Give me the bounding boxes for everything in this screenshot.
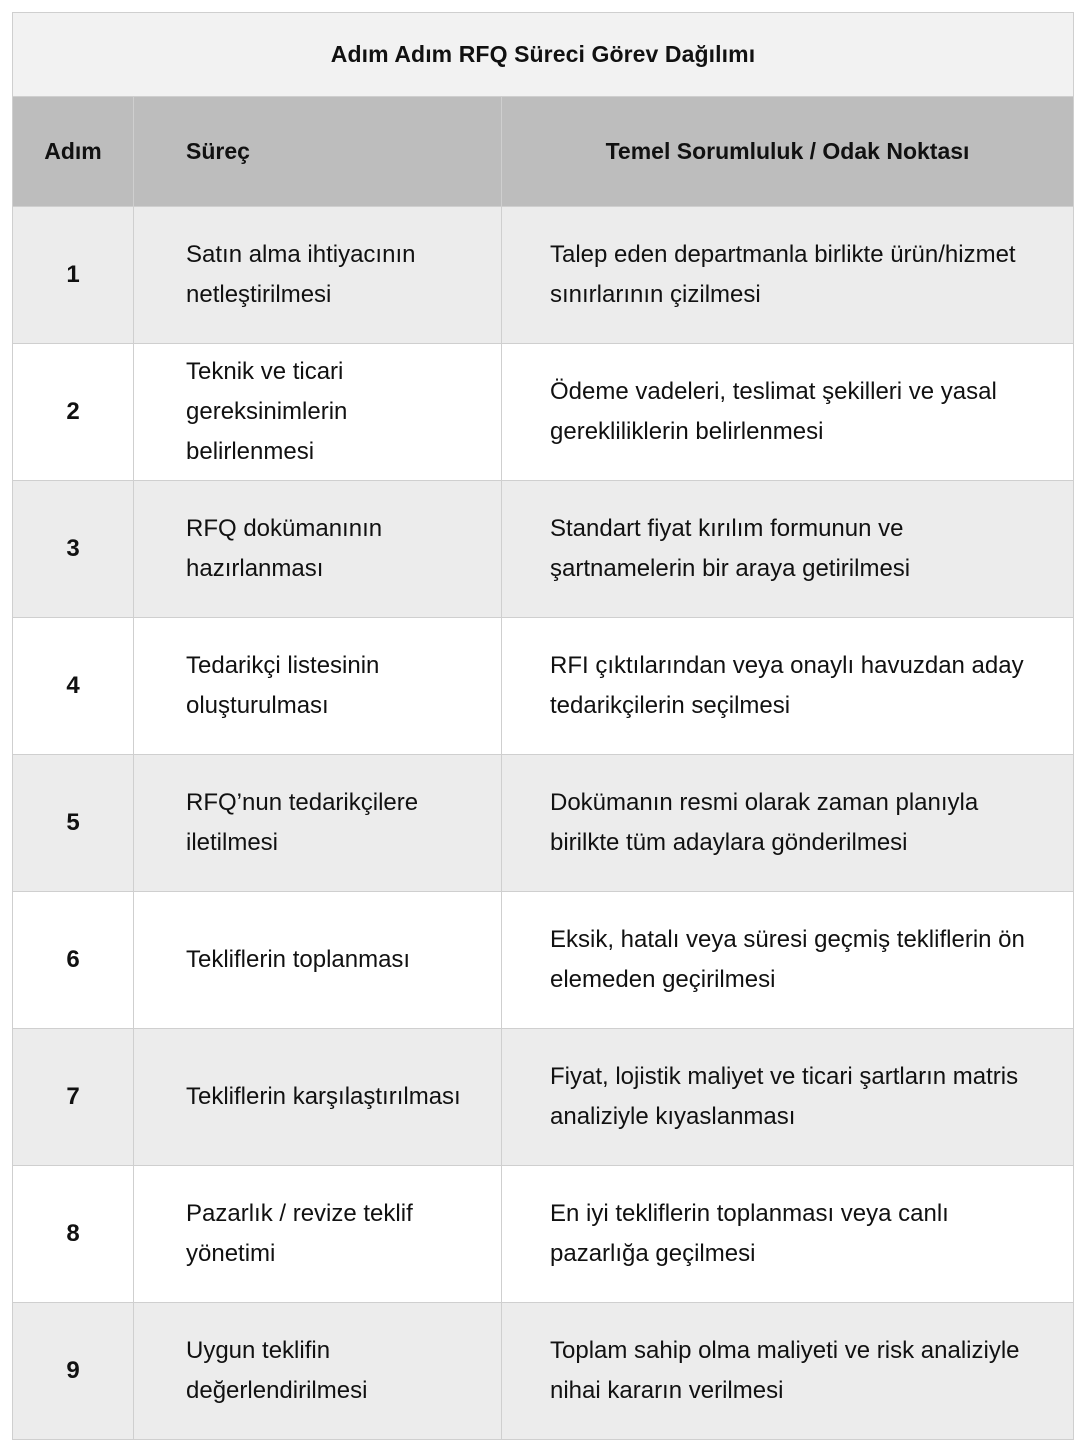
focus-cell: RFI çıktılarından veya onaylı havuzdan aday tedarikçilerin seçilmesi (502, 618, 1074, 755)
table-row (13, 755, 1074, 892)
process-cell: Teknik ve ticari gereksinimlerin belirlenmesi (134, 344, 502, 481)
focus-cell: Eksik, hatalı veya süresi geçmiş tekliflerin ön elemeden geçirilmesi (502, 892, 1074, 1029)
table-row (13, 481, 1074, 618)
header-step: Adım (13, 97, 134, 207)
step-number: 4 (13, 618, 134, 755)
process-cell: Pazarlık / revize teklif yönetimi (134, 1166, 502, 1303)
table-row (13, 618, 1074, 755)
table-row (13, 1166, 1074, 1303)
focus-cell: Fiyat, lojistik maliyet ve ticari şartların matris analiziyle kıyaslanması (502, 1029, 1074, 1166)
process-cell: Tekliflerin toplanması (134, 892, 502, 1029)
process-cell: RFQ dokümanının hazırlanması (134, 481, 502, 618)
step-number: 2 (13, 344, 134, 481)
table-row (13, 892, 1074, 1029)
table-title: Adım Adım RFQ Süreci Görev Dağılımı (13, 13, 1074, 97)
step-number: 5 (13, 755, 134, 892)
step-number: 6 (13, 892, 134, 1029)
focus-cell: Toplam sahip olma maliyeti ve risk analiziyle nihai kararın verilmesi (502, 1303, 1074, 1440)
step-number: 8 (13, 1166, 134, 1303)
rfq-task-table (12, 12, 1074, 1440)
table-row (13, 207, 1074, 344)
header-process: Süreç (134, 97, 502, 207)
focus-cell: Standart fiyat kırılım formunun ve şartnamelerin bir araya getirilmesi (502, 481, 1074, 618)
focus-cell: Ödeme vadeleri, teslimat şekilleri ve yasal gerekliliklerin belirlenmesi (502, 344, 1074, 481)
table-row (13, 1303, 1074, 1440)
process-cell: Uygun teklifin değerlendirilmesi (134, 1303, 502, 1440)
focus-cell: En iyi tekliflerin toplanması veya canlı pazarlığa geçilmesi (502, 1166, 1074, 1303)
header-focus: Temel Sorumluluk / Odak Noktası (502, 97, 1074, 207)
header-row (13, 97, 1074, 207)
focus-cell: Talep eden departmanla birlikte ürün/hizmet sınırlarının çizilmesi (502, 207, 1074, 344)
process-cell: RFQ’nun tedarikçilere iletilmesi (134, 755, 502, 892)
focus-cell: Dokümanın resmi olarak zaman planıyla birilkte tüm adaylara gönderilmesi (502, 755, 1074, 892)
table-row (13, 1029, 1074, 1166)
process-cell: Satın alma ihtiyacının netleştirilmesi (134, 207, 502, 344)
step-number: 9 (13, 1303, 134, 1440)
rfq-table-container (12, 12, 1073, 1440)
step-number: 7 (13, 1029, 134, 1166)
step-number: 1 (13, 207, 134, 344)
step-number: 3 (13, 481, 134, 618)
process-cell: Tekliflerin karşılaştırılması (134, 1029, 502, 1166)
process-cell: Tedarikçi listesinin oluşturulması (134, 618, 502, 755)
table-row (13, 344, 1074, 481)
